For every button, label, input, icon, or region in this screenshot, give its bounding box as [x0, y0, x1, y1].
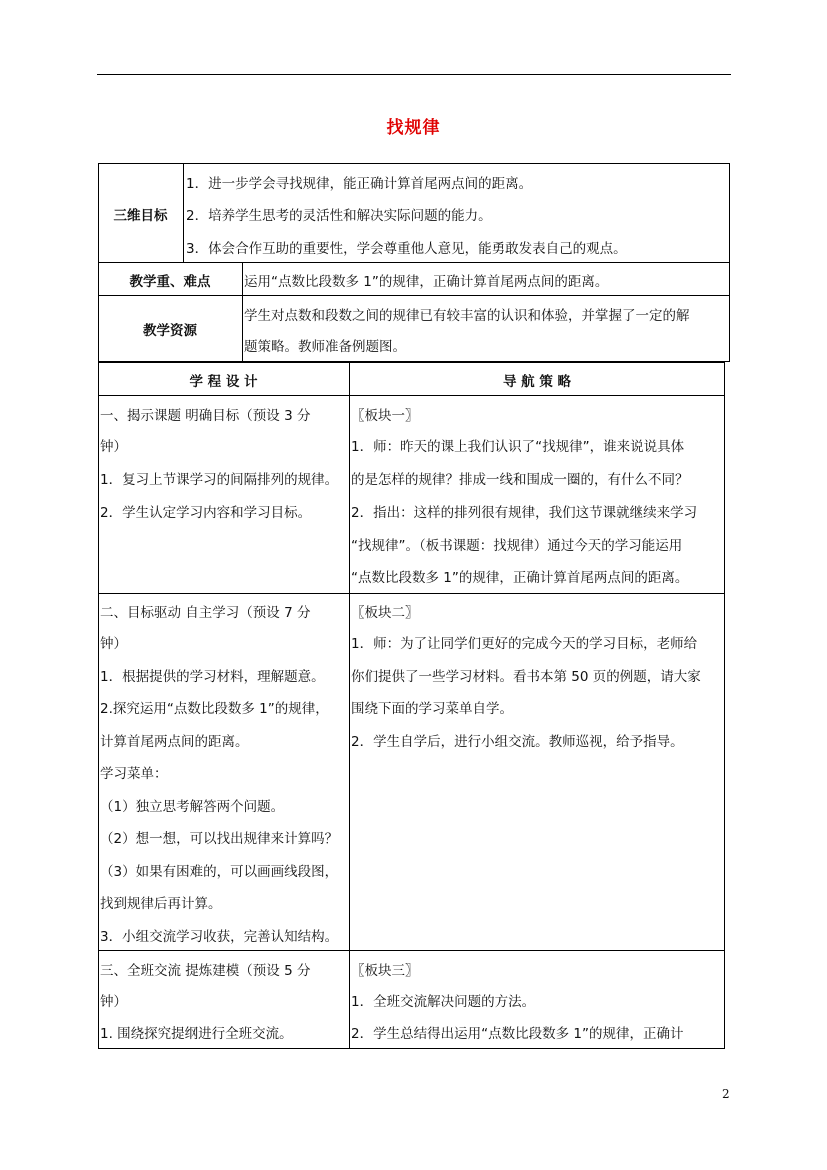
section2-left-line-1: 二、目标驱动 自主学习（预设 7 分	[100, 605, 311, 621]
info-divider-keypoints	[242, 262, 243, 362]
section3-left-line-2: 钟）	[100, 994, 127, 1010]
section2-right-line-1: 〖板块二〗	[351, 605, 419, 621]
main-column-divider	[349, 362, 350, 1049]
section1-right-line-4: 2．指出：这样的排列很有规律，我们这节课就继续来学习	[351, 505, 698, 521]
section3-right-line-3: 2．学生总结得出运用“点数比段数多 1”的规律，正确计	[351, 1026, 684, 1042]
header-rule	[97, 74, 731, 75]
section3-left-line-1: 三、全班交流 提炼建模（预设 5 分	[100, 963, 311, 979]
section-divider-1	[98, 593, 725, 594]
section3-left-line-3: 1. 围绕探究提纲进行全班交流。	[100, 1026, 293, 1042]
key-points-text: 运用“点数比段数多 1”的规律，正确计算首尾两点间的距离。	[244, 274, 609, 290]
section3-right-line-2: 1．全班交流解决问题的方法。	[351, 994, 536, 1010]
info-row-divider-2	[98, 295, 730, 296]
section3-right-line-1: 〖板块三〗	[351, 963, 419, 979]
objectives-label: 三维目标	[113, 208, 168, 224]
section1-right-line-2: 1．师：昨天的课上我们认识了“找规律”，谁来说说具体	[351, 439, 685, 455]
page-number: 2	[722, 1087, 730, 1101]
section2-left-line-4: 2.探究运用“点数比段数多 1”的规律，	[100, 701, 329, 717]
resources-line-2: 题策略。教师准备例题图。	[244, 339, 406, 355]
section2-right-line-3: 你们提供了一些学习材料。看书本第 50 页的例题，请大家	[351, 669, 701, 685]
info-row-divider-1	[98, 262, 730, 263]
section2-left-line-10: 找到规律后再计算。	[100, 896, 222, 912]
section1-right-line-1: 〖板块一〗	[351, 408, 419, 424]
section2-right-line-5: 2．学生自学后，进行小组交流。教师巡视，给予指导。	[351, 734, 684, 750]
objective-item-3: 3．体会合作互助的重要性，学会尊重他人意见，能勇敢发表自己的观点。	[186, 241, 627, 257]
page-title: 找规律	[386, 118, 441, 138]
section-divider-2	[98, 950, 725, 951]
section2-left-line-6: 学习菜单：	[100, 766, 168, 782]
section1-right-line-3: 的是怎样的规律？排成一线和围成一圈的，有什么不同？	[351, 472, 689, 488]
section1-left-line-2: 钟）	[100, 439, 127, 455]
main-header-divider	[98, 395, 725, 396]
section2-left-line-9: （3）如果有困难的，可以画画线段图，	[100, 864, 339, 880]
objective-item-2: 2．培养学生思考的灵活性和解决实际问题的能力。	[186, 208, 492, 224]
section1-left-line-1: 一、揭示课题 明确目标（预设 3 分	[100, 408, 311, 424]
section2-right-line-2: 1．师：为了让同学们更好的完成今天的学习目标，老师给	[351, 636, 698, 652]
key-points-label: 教学重、难点	[129, 274, 211, 290]
column-header-strategy: 导 航 策 略	[502, 374, 572, 390]
section1-left-line-3: 1．复习上节课学习的间隔排列的规律。	[100, 472, 339, 488]
section1-right-line-5: “找规律”。（板书课题：找规律）通过今天的学习能运用	[351, 538, 683, 554]
resources-label: 教学资源	[143, 323, 197, 339]
section2-left-line-3: 1．根据提供的学习材料，理解题意。	[100, 669, 325, 685]
section2-left-line-7: （1）独立思考解答两个问题。	[100, 799, 285, 815]
column-header-design: 学 程 设 计	[189, 374, 258, 390]
section1-right-line-6: “点数比段数多 1”的规律，正确计算首尾两点间的距离。	[351, 570, 689, 586]
section2-left-line-11: 3．小组交流学习收获，完善认知结构。	[100, 929, 339, 945]
objective-item-1: 1．进一步学会寻找规律，能正确计算首尾两点间的距离。	[186, 176, 533, 192]
resources-line-1: 学生对点数和段数之间的规律已有较丰富的认识和体验，并掌握了一定的解	[244, 308, 690, 324]
section1-left-line-4: 2．学生认定学习内容和学习目标。	[100, 505, 312, 521]
section2-right-line-4: 围绕下面的学习菜单自学。	[351, 701, 513, 717]
section2-left-line-8: （2）想一想，可以找出规律来计算吗？	[100, 831, 339, 847]
section2-left-line-2: 钟）	[100, 636, 127, 652]
info-divider-objectives	[183, 163, 184, 262]
section2-left-line-5: 计算首尾两点间的距离。	[100, 734, 249, 750]
